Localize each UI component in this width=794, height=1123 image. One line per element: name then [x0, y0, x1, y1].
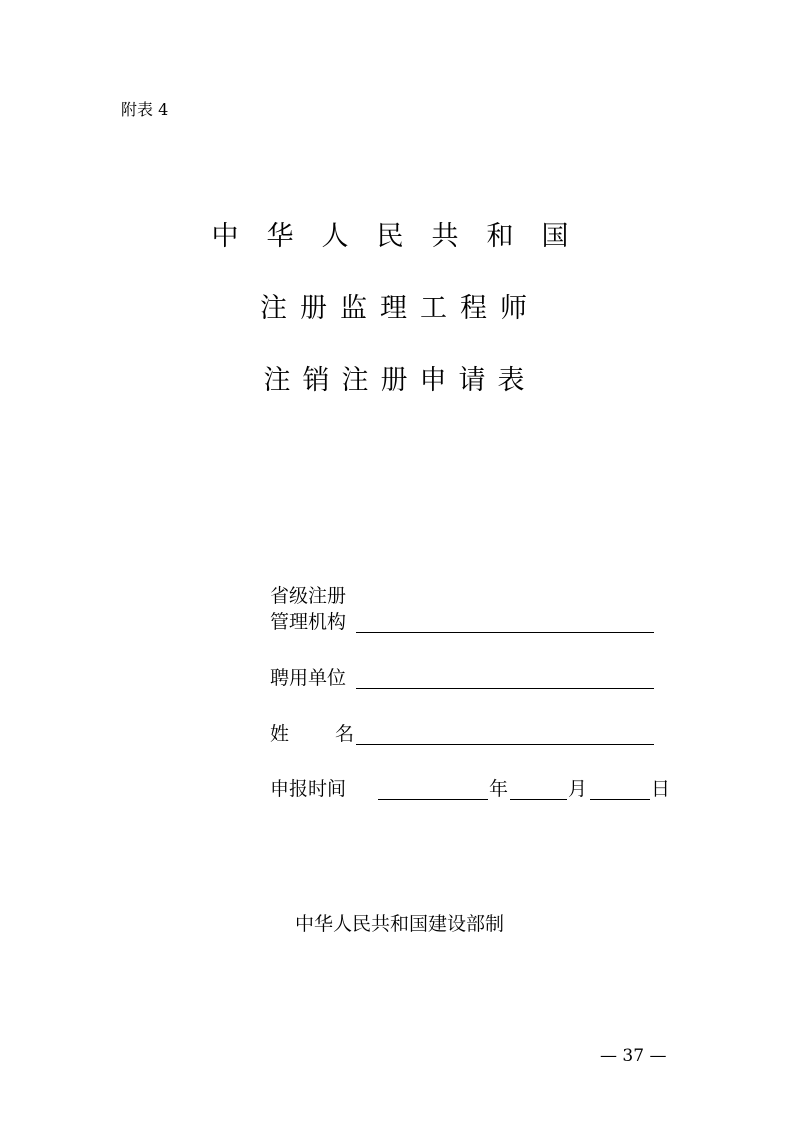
day-unit-label: 日 [651, 778, 671, 800]
appendix-label: 附表 4 [121, 100, 169, 119]
year-input-line[interactable] [378, 799, 488, 800]
title-form-name: 注销注册申请表 [263, 365, 537, 396]
month-input-line[interactable] [510, 799, 567, 800]
day-input-line[interactable] [590, 799, 650, 800]
year-unit-label: 年 [489, 778, 509, 800]
unit-label: 聘用单位 [270, 667, 347, 689]
org-label-line2: 管理机构 [270, 611, 347, 633]
org-input-line[interactable] [356, 632, 654, 633]
month-unit-label: 月 [568, 778, 588, 800]
unit-input-line[interactable] [356, 688, 654, 689]
title-country: 中华人民共和国 [211, 221, 597, 252]
page-number: — 37 — [600, 1046, 667, 1066]
date-label: 申报时间 [270, 778, 347, 800]
name-input-line[interactable] [356, 744, 654, 745]
issuer-text: 中华人民共和国建设部制 [295, 913, 505, 935]
org-label-line1: 省级注册 [270, 585, 347, 607]
title-profession: 注册监理工程师 [260, 293, 540, 324]
name-label: 姓名 [270, 723, 401, 745]
